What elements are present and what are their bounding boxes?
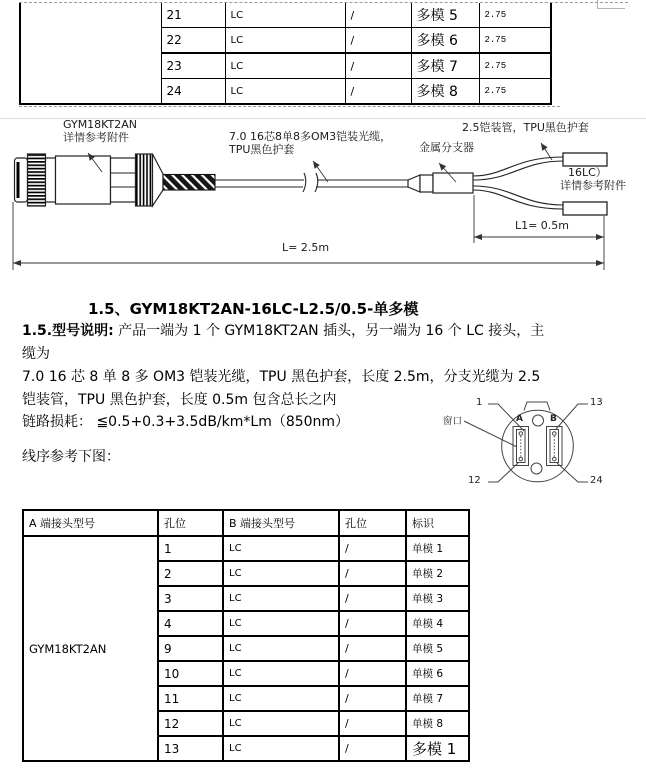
cell-label: 单模 5: [406, 636, 469, 661]
cell-connector: LC: [223, 561, 339, 586]
link-loss-line: 链路损耗： ≦0.5+0.3+3.5dB/km*Lm（850nm）: [22, 414, 350, 430]
cell-connector: LC: [223, 686, 339, 711]
bottom-guide-hole: [531, 463, 542, 474]
wiring-table: [22, 509, 470, 762]
cell-label: 多模 5: [411, 3, 479, 28]
section-heading: 1.5、GYM18KT2AN-16LC-L2.5/0.5-单多模: [88, 300, 419, 318]
table-row: [23, 536, 469, 561]
cell-connector: LC: [225, 3, 345, 28]
cell-length: 2.75: [479, 79, 551, 105]
cell-hole: 11: [158, 686, 223, 711]
cell-slash: /: [339, 536, 406, 561]
branch-tube-label: 2.5铠装管，TPU黑色护套: [462, 121, 589, 134]
dimension-l: [13, 202, 604, 270]
cell-connector: LC: [223, 611, 339, 636]
cell-connector: LC: [223, 711, 339, 736]
cell-connector: LC: [223, 586, 339, 611]
pinout-drawing: [440, 390, 646, 508]
slot-a-pin-top: [519, 432, 523, 436]
header-a-end: A 端接头型号: [23, 510, 158, 536]
pin-number-12: 12: [468, 475, 481, 486]
dimension-l-label: L= 2.5m: [282, 241, 330, 254]
cell-connector: LC: [223, 736, 339, 761]
pinout-diagram: [440, 390, 646, 508]
cell-slash: /: [339, 636, 406, 661]
page-margin-mark: [597, 8, 625, 9]
cell-hole: 3: [158, 586, 223, 611]
pin-number-1: 1: [476, 397, 483, 408]
cell-connector: LC: [223, 636, 339, 661]
cell-a-end-model: GYM18KT2AN: [23, 536, 158, 761]
cell-slash: /: [339, 561, 406, 586]
cell-slash: /: [339, 586, 406, 611]
plug-label: [63, 118, 137, 144]
armored-main-cable: [163, 173, 408, 192]
wiring-reference-note: 线序参考下图：: [22, 449, 120, 465]
cell-connector: LC: [223, 661, 339, 686]
slot-b-pin-bottom: [553, 457, 557, 461]
cell-label: 单模 2: [406, 561, 469, 586]
cell-label: 单模 3: [406, 586, 469, 611]
dimension-l1-label: L1= 0.5m: [514, 219, 570, 232]
cell-slash: /: [345, 28, 411, 54]
cell-connector: LC: [225, 53, 345, 79]
cell-hole: 9: [158, 636, 223, 661]
cell-slash: /: [339, 686, 406, 711]
slot-b-label: B: [550, 414, 557, 424]
splitter-label: 金属分支器: [419, 141, 474, 154]
cell-label: 单模 7: [406, 686, 469, 711]
main-cable-text-1: 7.0 16芯8单8多OM3铠装光缆，: [229, 130, 392, 143]
cell-label: 多模 8: [411, 79, 479, 105]
top-guide-hole: [533, 415, 544, 426]
plug-ref-text: 详情参考附件: [63, 131, 129, 144]
cell-slash: /: [345, 53, 411, 79]
window-label: 窗口: [443, 416, 463, 427]
multimode-continuation-table: [19, 3, 552, 105]
cell-slash: /: [339, 736, 406, 761]
plug-model-text: GYM18KT2AN: [63, 118, 138, 131]
cell-label: 多模 7: [411, 53, 479, 79]
cell-a-end-empty: [20, 3, 161, 104]
cell-slash: /: [339, 611, 406, 636]
cell-label: 单模 1: [406, 536, 469, 561]
cell-hole: 10: [158, 661, 223, 686]
spec-line-3: 7.0 16 芯 8 单 8 多 OM3 铠装光缆，TPU 黑色护套，长度 2.5m，分支光缆为 2.5: [22, 369, 541, 385]
cell-slash: /: [339, 711, 406, 736]
cell-hole: 23: [161, 53, 225, 79]
metal-splitter-drawing: [408, 173, 473, 193]
slot-b-pin-top: [553, 432, 557, 436]
spec-line-2: 缆为: [22, 346, 50, 362]
pin-number-13: 13: [590, 397, 603, 408]
cell-hole: 13: [158, 736, 223, 761]
cell-hole: 2: [158, 561, 223, 586]
connector-plug-drawing: [15, 154, 164, 206]
header-hole-a: 孔位: [158, 510, 223, 536]
pin-number-24: 24: [590, 475, 603, 486]
lc-ends-label: [560, 166, 626, 192]
cell-label: 单模 4: [406, 611, 469, 636]
cell-hole: 22: [161, 28, 225, 54]
spec-line-1: [22, 322, 544, 340]
cell-length: 2.75: [479, 28, 551, 54]
spec-line-4: 铠装管，TPU 黑色护套，长度 0.5m 包含总长之内: [22, 392, 337, 408]
lc-count-text: 16LC）: [568, 166, 607, 179]
pin13-leader: [556, 404, 588, 429]
spec-label: 1.5.型号说明:: [22, 323, 114, 339]
cell-connector: LC: [223, 536, 339, 561]
cell-hole: 1: [158, 536, 223, 561]
header-hole-b: 孔位: [339, 510, 406, 536]
cell-slash: /: [345, 3, 411, 28]
cell-label: 单模 8: [406, 711, 469, 736]
main-cable-label: [229, 130, 391, 156]
cell-hole: 12: [158, 711, 223, 736]
cell-connector: LC: [225, 28, 345, 54]
table-header-row: [23, 510, 469, 536]
cell-label: 多模 1: [406, 736, 469, 761]
header-b-end: B 端接头型号: [223, 510, 339, 536]
cell-length: 2.75: [479, 53, 551, 79]
slot-a-pin-bottom: [519, 457, 523, 461]
cell-hole: 4: [158, 611, 223, 636]
keying-tab: [524, 402, 550, 411]
slot-a-label: A: [516, 414, 523, 424]
lc-ref-text: 详情参考附件: [560, 179, 626, 192]
cell-label: 单模 6: [406, 661, 469, 686]
spec-text-1: 产品一端为 1 个 GYM18KT2AN 插头，另一端为 16 个 LC 接头，主: [113, 323, 545, 339]
cell-label: 多模 6: [411, 28, 479, 54]
table-row: [20, 3, 551, 28]
main-cable-text-2: TPU黑色护套: [229, 143, 295, 156]
cell-slash: /: [339, 661, 406, 686]
header-mark: 标识: [406, 510, 469, 536]
cell-hole: 21: [161, 3, 225, 28]
cell-connector: LC: [225, 79, 345, 105]
table-page-break-line: [19, 106, 560, 107]
cell-hole: 24: [161, 79, 225, 105]
cell-length: 2.75: [479, 3, 551, 28]
cell-slash: /: [345, 79, 411, 105]
